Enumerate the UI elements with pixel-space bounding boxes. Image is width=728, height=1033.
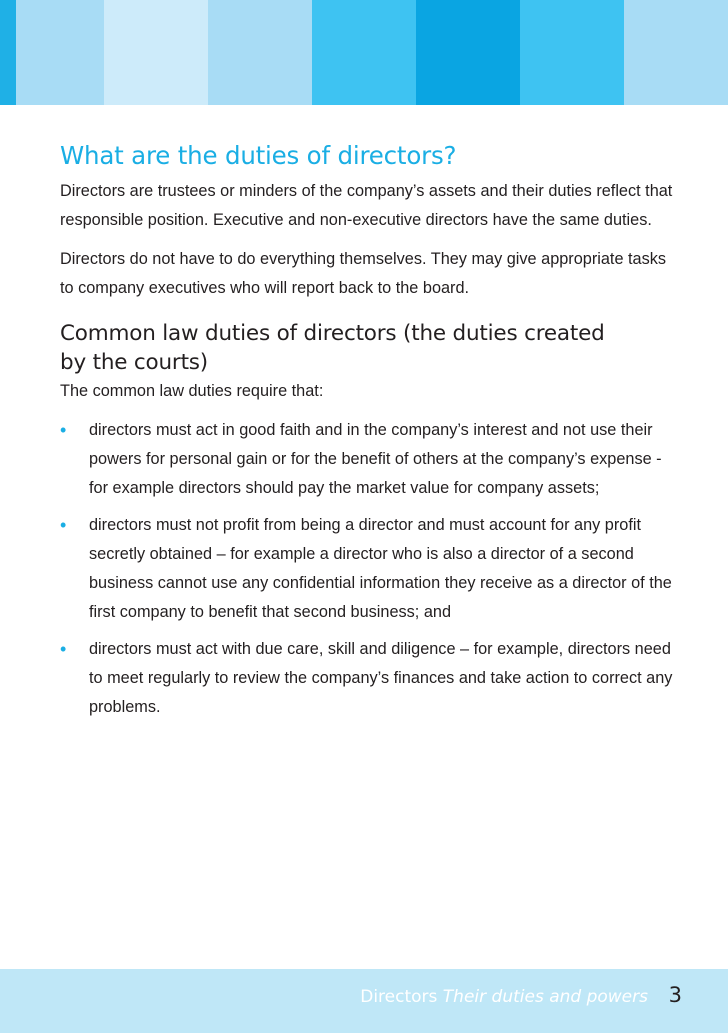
paragraph-delegation: Directors do not have to do everything themselves. They may give appropriate tasks to company executives who will report back to the board. bbox=[60, 250, 667, 297]
list-item bbox=[60, 511, 680, 627]
page-content bbox=[60, 138, 680, 730]
heading-line-2: by the courts) bbox=[60, 350, 208, 375]
header-stripe-5 bbox=[312, 0, 416, 105]
bullet-icon: • bbox=[60, 639, 67, 659]
list-item bbox=[60, 635, 680, 722]
bullet-icon: • bbox=[60, 515, 67, 535]
footer-title-strong: Directors bbox=[360, 987, 438, 1007]
header-color-bar bbox=[0, 0, 728, 105]
list-item-text: directors must act in good faith and in the company’s interest and not use their powers for personal gain or for the benefit of others at the company’s expense - for example directors should pay the market value for company assets; bbox=[89, 421, 662, 497]
footer-title bbox=[360, 987, 648, 1007]
footer-title-italic: Their duties and powers bbox=[442, 987, 648, 1007]
header-stripe-6 bbox=[416, 0, 520, 105]
header-stripe-3 bbox=[104, 0, 208, 105]
page-footer bbox=[0, 969, 728, 1033]
paragraph-intro: The common law duties require that: bbox=[60, 382, 324, 400]
list-item bbox=[60, 416, 680, 503]
list-item-text: directors must not profit from being a director and must account for any profit secretly obtained – for example a director who is also a director of a second business cannot use any confidential information they receive as a director of the first company to benefit that second business; and bbox=[89, 516, 672, 621]
section-heading-common-law bbox=[60, 319, 680, 377]
page-number: 3 bbox=[668, 983, 682, 1007]
header-stripe-1 bbox=[0, 0, 16, 105]
list-item-text: directors must act with due care, skill and diligence – for example, directors need to meet regularly to review the company’s finances and take action to correct any problems. bbox=[89, 640, 673, 716]
section-heading-duties: What are the duties of directors? bbox=[60, 141, 457, 170]
paragraph-trustees: Directors are trustees or minders of the company’s assets and their duties reflect that responsible position. Executive and non-executive directors have the same duties. bbox=[60, 182, 673, 229]
header-stripe-7 bbox=[520, 0, 624, 105]
duties-list bbox=[60, 416, 680, 722]
heading-line-1: Common law duties of directors (the duties created bbox=[60, 321, 605, 346]
bullet-icon: • bbox=[60, 420, 67, 440]
header-stripe-2 bbox=[16, 0, 104, 105]
header-stripe-4 bbox=[208, 0, 312, 105]
header-stripe-8 bbox=[624, 0, 728, 105]
